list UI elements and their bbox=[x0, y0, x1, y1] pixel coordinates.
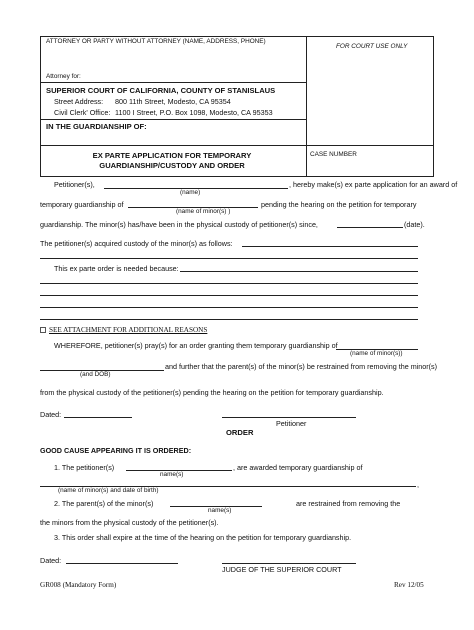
judge-caption: JUDGE OF THE SUPERIOR COURT bbox=[222, 565, 342, 574]
petitioner-lead: Petitioner(s), bbox=[54, 180, 95, 189]
petitioner-signature-field[interactable] bbox=[222, 417, 356, 418]
petitioner-tail: , hereby make(s) ex parte application for an award of bbox=[289, 180, 458, 189]
order-item2-lead: 2. The parent(s) of the minor(s) bbox=[54, 499, 154, 508]
acquired-custody-field-1[interactable] bbox=[242, 246, 418, 247]
dated-field[interactable] bbox=[64, 417, 132, 418]
acquired-custody-lead: The petitioner(s) acquired custody of the minor(s) as follows: bbox=[40, 239, 233, 248]
order-dated-field[interactable] bbox=[66, 563, 178, 564]
wherefore-lead: WHEREFORE, petitioner(s) pray(s) for an order granting them temporary guardianship of bbox=[54, 341, 338, 350]
order-item2-caption: name(s) bbox=[208, 507, 232, 514]
custody-since-lead: guardianship. The minor(s) has/have been in the physical custody of petitioner(s) since, bbox=[40, 220, 318, 229]
petitioner-name-caption: (name) bbox=[180, 189, 201, 196]
attorney-for-label: Attorney for: bbox=[46, 73, 81, 80]
guardianship-label: IN THE GUARDIANSHIP OF: bbox=[46, 122, 147, 131]
further-caption: (and DOB) bbox=[80, 371, 111, 378]
order-needed-field-1[interactable] bbox=[180, 271, 418, 272]
street-label: Street Address: bbox=[54, 97, 104, 106]
order-needed-field-4[interactable] bbox=[40, 307, 418, 308]
guardianship-rule bbox=[40, 145, 434, 146]
document-title-line2: GUARDIANSHIP/CUSTODY AND ORDER bbox=[99, 161, 245, 170]
court-use-label: FOR COURT USE ONLY bbox=[336, 43, 408, 50]
case-number-label: CASE NUMBER bbox=[310, 151, 357, 158]
order-dated-label: Dated: bbox=[40, 556, 62, 565]
judge-signature-field[interactable] bbox=[222, 563, 356, 564]
form-id: GR008 (Mandatory Form) bbox=[40, 581, 117, 589]
order-heading: ORDER bbox=[226, 428, 254, 437]
order-needed-field-2[interactable] bbox=[40, 283, 418, 284]
petitioner-caption: Petitioner bbox=[276, 419, 307, 428]
revision: Rev 12/05 bbox=[394, 581, 424, 589]
wherefore-minor-caption: (name of minor(s)) bbox=[350, 350, 403, 357]
order-needed-field-5[interactable] bbox=[40, 319, 418, 320]
attachment-label: SEE ATTACHMENT FOR ADDITIONAL REASONS bbox=[49, 326, 208, 334]
document-title-line1: EX PARTE APPLICATION FOR TEMPORARY bbox=[92, 151, 252, 160]
minor-name-caption: (name of minor(s) ) bbox=[176, 208, 231, 215]
good-cause-heading: GOOD CAUSE APPEARING IT IS ORDERED: bbox=[40, 446, 192, 455]
caption-divider bbox=[306, 36, 307, 177]
civil-clerk-label: Civil Clerk' Office: bbox=[54, 108, 111, 117]
custody-since-tail: (date). bbox=[404, 220, 425, 229]
order-item1-caption: name(s) bbox=[160, 471, 184, 478]
order-item2-continuation: the minors from the physical custody of the petitioner(s). bbox=[40, 518, 219, 527]
custody-date-field[interactable] bbox=[337, 227, 403, 228]
temp-guardianship-tail: pending the hearing on the petition for temporary bbox=[261, 200, 417, 209]
street-value: 800 11th Street, Modesto, CA 95354 bbox=[115, 97, 231, 106]
order-item1-caption2: (name of minor(s) and date of birth) bbox=[58, 487, 159, 494]
further-tail: and further that the parent(s) of the minor(s) be restrained from removing the minor(s) bbox=[165, 362, 438, 371]
attorney-label: ATTORNEY OR PARTY WITHOUT ATTORNEY (NAME, ADDRESS, PHONE) bbox=[46, 38, 266, 45]
order-needed-field-3[interactable] bbox=[40, 295, 418, 296]
order-item1-tail: , are awarded temporary guardianship of bbox=[233, 463, 363, 472]
order-item2-tail: are restrained from removing the bbox=[296, 499, 401, 508]
court-name: SUPERIOR COURT OF CALIFORNIA, COUNTY OF STANISLAUS bbox=[46, 86, 276, 95]
acquired-custody-field-2[interactable] bbox=[40, 258, 418, 259]
civil-clerk-value: 1100 I Street, P.O. Box 1098, Modesto, CA 95353 bbox=[115, 108, 273, 117]
attachment-checkbox[interactable] bbox=[40, 327, 46, 333]
order-item1-lead: 1. The petitioner(s) bbox=[54, 463, 115, 472]
temp-guardianship-lead: temporary guardianship of bbox=[40, 200, 124, 209]
order-item3: 3. This order shall expire at the time of the hearing on the petition for temporary guardianship. bbox=[54, 533, 352, 542]
dated-label: Dated: bbox=[40, 410, 62, 419]
court-section-rule bbox=[40, 119, 306, 120]
attorney-section-rule bbox=[40, 82, 306, 83]
order-item1-end-comma: , bbox=[417, 480, 419, 489]
from-custody-text: from the physical custody of the petitioner(s) pending the hearing on the petition for temporary guardianship. bbox=[40, 388, 384, 397]
order-needed-lead: This ex parte order is needed because: bbox=[54, 264, 179, 273]
